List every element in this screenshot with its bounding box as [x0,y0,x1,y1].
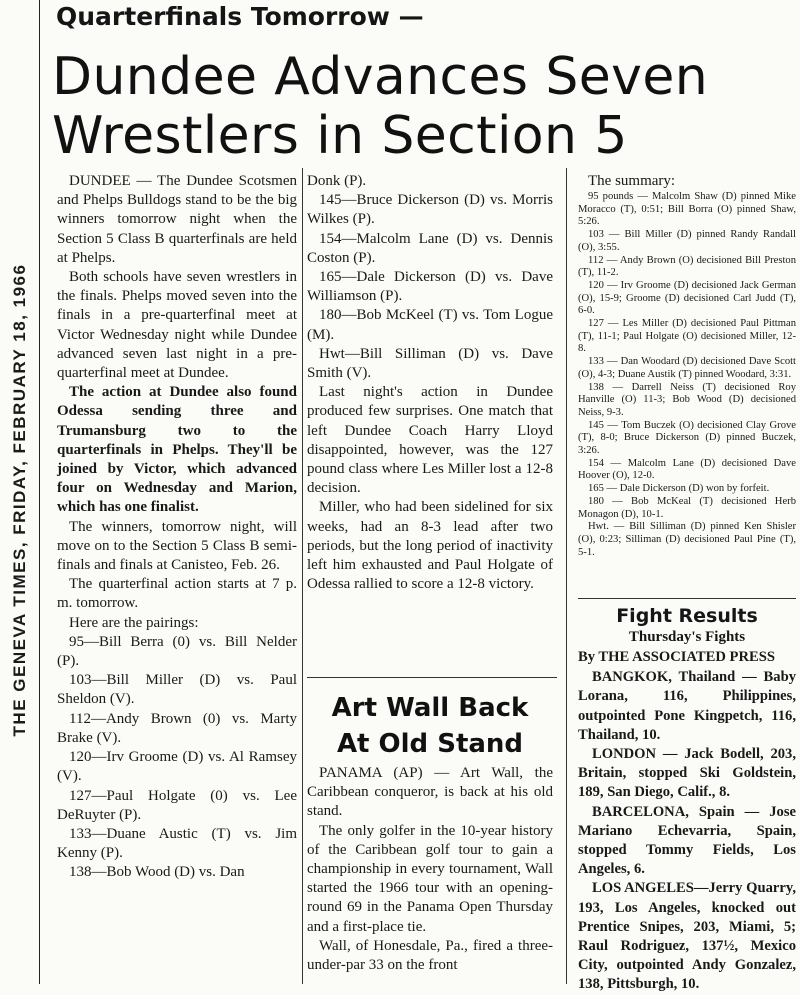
section-divider [307,677,557,678]
pairing-item: 145—Bruce Dickerson (D) vs. Morris Wilkes (P). [307,192,553,228]
summary-column [578,172,796,559]
paragraph: The winners, tomorrow night, will move on to the Section 5 Class B semi-finals and finals at Canisteo, Feb. 26. [57,518,297,574]
artwall-headline-line-1: Art Wall Back [331,693,529,723]
summary-entry: 133 — Dan Woodard (D) decisioned Dave Scott (O), 4-3; Duane Austik (T) pinned Woodard, 3:31. [578,356,796,380]
summary-entry: 145 — Tom Buczek (O) decisioned Clay Grove (T), 8-0; Bruce Dickerson (D) pinned Buczek, 3:26. [578,419,796,457]
paragraph: The only golfer in the 10-year history of the Caribbean golf tour to gain a championship in every tournament, Wall started the 1966 tour with an opening-round 69 in the Panama Open Thursday and a first-place tie. [307,822,553,935]
fight-results-subtitle: Thursday's Fights [628,629,746,645]
kicker-headline: Quarterfinals Tomorrow — [56,2,424,31]
paragraph: Last night's action in Dundee produced few surprises. One match that left Dundee Coach Harry Lloyd disappointed, however, was the 127 pound class where Les Miller lost a 12-8 decision. [307,384,553,497]
summary-entry: 120 — Irv Groome (D) decisioned Jack German (O), 15-9; Groome (D) decisioned Carl Judd (T), 6-0. [578,279,796,317]
article-column-2 [307,172,553,594]
paragraph: Both schools have seven wrestlers in the finals. Phelps moved seven into the finals in a pre-quarterfinal meet at Victor Wednesday night while Dundee advanced seven last night in a pre-quarterfinal meet at Dundee. [57,269,297,382]
summary-entry: 165 — Dale Dickerson (D) won by forfeit. [588,483,770,495]
summary-title: The summary: [588,173,676,189]
summary-entry: Hwt. — Bill Silliman (D) pinned Ken Shisler (O), 0:23; Silliman (D) decisioned Paul Pine (T), 5-1. [578,521,796,558]
byline: By THE ASSOCIATED PRESS [578,649,775,665]
pairing-item: Donk (P). [307,173,367,189]
paragraph: DUNDEE — The Dundee Scotsmen and Phelps Bulldogs stand to be the big winners tomorrow night when the Section 5 Class B quarterfinals are held at Phelps. [57,173,297,266]
pairing-item: 133—Duane Austic (T) vs. Jim Kenny (P). [57,825,297,862]
summary-entry: 103 — Bill Miller (D) pinned Randy Randall (O), 3:55. [578,229,796,253]
column-divider [302,168,303,984]
article-column-1 [57,172,297,883]
pairing-item: 103—Bill Miller (D) vs. Paul Sheldon (V). [57,672,297,708]
paragraph: Miller, who had been sidelined for six weeks, had an 8-3 lead after two periods, but the long period of inactivity left him exhausted and Paul Holgate of Odessa rallied to score a 12-8 victory. [307,499,553,593]
paragraph: The action at Dundee also found Odessa sending three and Trumansburg two to the quarterfinals in Phelps. They'll be joined by Victor, which advanced four on Wednesday and Marion, which has one finalist. [57,384,297,516]
masthead-strip [0,0,40,984]
summary-entry: 95 pounds — Malcolm Shaw (D) pinned Mike Moracco (T), 0:51; Bill Borra (O) pinned Shaw, 5:26. [578,191,796,228]
pairing-item: 127—Paul Holgate (0) vs. Lee DeRuyter (P). [57,787,297,823]
paragraph: PANAMA (AP) — Art Wall, the Caribbean conqueror, is back at his old stand. [307,765,553,820]
fight-results-title: Fight Results [616,605,758,627]
artwall-headline-line-2: At Old Stand [336,729,524,759]
main-headline [52,48,797,166]
fight-entry: LONDON — Jack Bodell, 203, Britain, stopped Ski Goldstein, 189, San Diego, Calif., 8. [578,746,796,801]
summary-entry: 127 — Les Miller (D) decisioned Paul Pittman (T), 11-1; Paul Holgate (O) decisioned Miller, 12-8. [578,318,796,355]
paragraph: Wall, of Honesdale, Pa., fired a three-under-par 33 on the front [307,937,553,974]
pairing-item: 112—Andy Brown (0) vs. Marty Brake (V). [57,710,297,746]
paragraph: Here are the pairings: [69,614,199,631]
summary-entry: 112 — Andy Brown (O) decisioned Bill Preston (T), 11-2. [578,254,796,279]
pairing-item: 154—Malcolm Lane (D) vs. Dennis Coston (P). [307,230,553,266]
summary-entry: 180 — Bob McKeal (T) decisioned Herb Monagon (D), 10-1. [578,495,796,520]
pairing-item: 180—Bob McKeel (T) vs. Tom Logue (M). [307,307,553,343]
fight-entry: BANGKOK, Thailand — Baby Lorana, 116, Philippines, outpointed Pone Kingpetch, 116, Thailand, 10. [578,669,796,743]
artwall-headline [307,690,553,762]
summary-entry: 138 — Darrell Neiss (T) decisioned Roy Hanville (O) 11-3; Bob Wood (D) decisioned Neiss, 9-3. [578,381,796,418]
pairing-item: 120—Irv Groome (D) vs. Al Ramsey (V). [57,749,297,785]
headline-line-2: Wrestlers in Section 5 [52,106,628,166]
pairing-item: Hwt—Bill Silliman (D) vs. Dave Smith (V). [307,345,553,382]
pairing-item: 95—Bill Berra (0) vs. Bill Nelder (P). [57,633,297,670]
pairing-item: 165—Dale Dickerson (D) vs. Dave Williamson (P). [307,269,553,305]
paragraph: The quarterfinal action starts at 7 p. m. tomorrow. [57,576,297,612]
fight-entry: LOS ANGELES—Jerry Quarry, 193, Los Angeles, knocked out Prentice Snipes, 203, Miami, 5; Raul Rodriguez, 137½, Mexico City, outpointed Andy Gonzalez, 138, Pittsburgh, 10. [578,880,796,993]
column-divider [566,168,567,984]
summary-entry: 154 — Malcolm Lane (D) decisioned Dave Hoover (O), 12-0. [578,457,796,482]
masthead-text: THE GENEVA TIMES, FRIDAY, FEBRUARY 18, 1966 [10,263,29,737]
pairing-item: 138—Bob Wood (D) vs. Dan [69,864,245,881]
fight-results-header [578,604,796,646]
fight-entry: BARCELONA, Spain — Jose Mariano Echevarria, Spain, stopped Tommy Fields, Los Angeles, 6. [578,803,796,878]
fight-results-body [578,648,796,995]
headline-line-1: Dundee Advances Seven [52,47,709,107]
artwall-article [307,764,553,975]
section-divider [578,598,796,599]
